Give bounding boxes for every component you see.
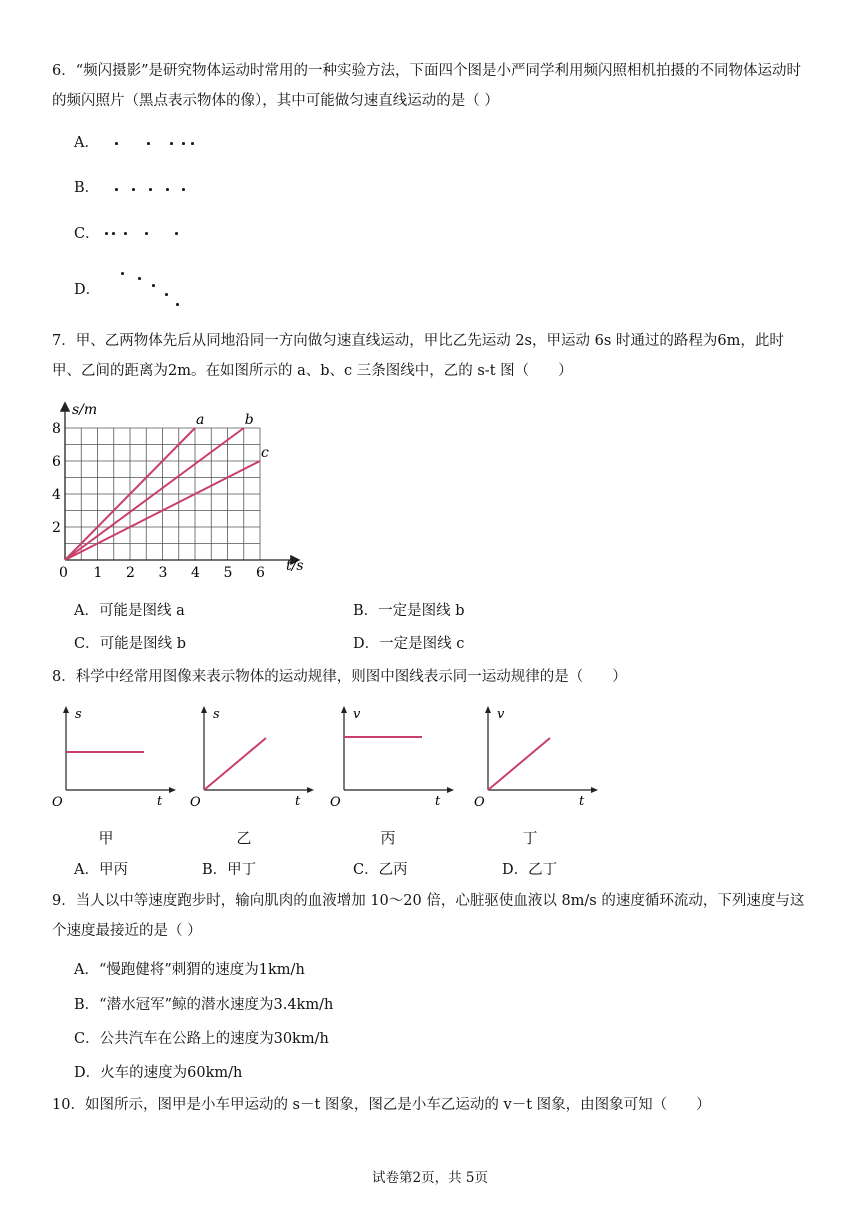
q7-x-tick-label: 1 <box>93 565 103 581</box>
q8-x-label: t <box>295 794 301 809</box>
q8-y-arrow <box>63 706 69 713</box>
question-9-stem: 9．当人以中等速度跑步时，输向肌肉的血液增加 10～20 倍，心脏驱使血液以 8m/s 的速度循环流动，下列速度与这个速度最接近的是（ ） <box>52 893 805 939</box>
q9-option-c: C．公共汽车在公路上的速度为30km/h <box>74 1031 329 1047</box>
q6-option-b-label: B． <box>74 180 100 196</box>
q8-option-b: B．甲丁 <box>202 862 257 878</box>
q6-option-c-label: C． <box>74 226 100 242</box>
q8-graph-2 <box>190 700 320 812</box>
q7-y-tick-label: 6 <box>52 454 61 470</box>
q8-y-label: s <box>213 707 220 722</box>
q7-option-b: B．一定是图线 b <box>353 603 465 619</box>
q7-x-tick-label: 4 <box>191 565 200 581</box>
q7-chart-grid <box>65 428 260 560</box>
q8-option-d: D．乙丁 <box>502 862 558 878</box>
q7-y-tick-label: 4 <box>52 487 61 503</box>
q7-line-label-c: c <box>261 445 269 461</box>
q8-graph-line <box>488 738 550 790</box>
q8-option-c: C．乙丙 <box>353 862 408 878</box>
q8-caption-bing: 丙 <box>380 829 396 847</box>
q7-x-tick-label: 5 <box>223 565 233 581</box>
q8-x-label: t <box>579 794 585 809</box>
q8-x-arrow <box>591 787 598 793</box>
q8-y-label: s <box>75 707 82 722</box>
question-7-stem: 7．甲、乙两物体先后从同地沿同一方向做匀速直线运动，甲比乙先运动 2s，甲运动 6s 时通过的路程为6m，此时甲、乙间的距离为2m。在如图所示的 a、b、c 三条图线中，乙的 s-t 图（ ） <box>52 333 784 379</box>
q8-graph-line <box>204 738 266 790</box>
q7-x-tick-label: 3 <box>158 565 168 581</box>
question-10-stem: 10．如图所示，图甲是小车甲运动的 s－t 图象，图乙是小车乙运动的 v－t 图象，由图象可知（ ） <box>52 1097 711 1113</box>
q8-origin-label: O <box>474 795 485 810</box>
q6-option-d-label: D． <box>74 282 101 298</box>
q8-y-label: v <box>353 707 361 722</box>
q8-x-arrow <box>447 787 454 793</box>
q7-option-c: C．可能是图线 b <box>74 636 186 652</box>
q8-option-a: A．甲丙 <box>74 862 128 878</box>
q8-origin-label: O <box>52 795 63 810</box>
q6-option-a-label: A． <box>74 135 99 151</box>
q8-x-label: t <box>157 794 163 809</box>
q8-graph-1 <box>52 700 182 812</box>
q7-st-chart <box>40 392 320 582</box>
page-footer: 试卷第2页，共 5页 <box>372 1170 488 1186</box>
q8-origin-label: O <box>190 795 201 810</box>
q8-x-label: t <box>435 794 441 809</box>
q7-chart-ticks <box>52 421 265 581</box>
q8-x-arrow <box>307 787 314 793</box>
q8-y-arrow <box>485 706 491 713</box>
q9-option-b: B．“潜水冠军”鲸的潜水速度为3.4km/h <box>74 997 334 1013</box>
q8-caption-ding: 丁 <box>522 829 538 847</box>
question-8-stem: 8．科学中经常用图像来表示物体的运动规律，则图中图线表示同一运动规律的是（ ） <box>52 669 627 685</box>
q8-y-label: v <box>497 707 505 722</box>
q9-option-a: A．“慢跑健将”刺猬的速度为1km/h <box>74 962 305 978</box>
q8-y-arrow <box>201 706 207 713</box>
q7-chart-lines <box>65 412 269 560</box>
q8-graph-3 <box>330 700 460 812</box>
q8-graph-4 <box>474 700 604 812</box>
q8-caption-yi: 乙 <box>236 829 252 847</box>
q9-option-d: D．火车的速度为60km/h <box>74 1065 243 1081</box>
q7-line-label-b: b <box>244 412 254 428</box>
q7-y-tick-label: 8 <box>52 421 61 437</box>
q7-x-tick-label: 0 <box>59 565 68 581</box>
q7-option-a: A．可能是图线 a <box>74 603 185 619</box>
q8-y-arrow <box>341 706 347 713</box>
q8-caption-jia: 甲 <box>98 829 114 847</box>
question-6-stem: 6．“频闪摄影”是研究物体运动时常用的一种实验方法，下面四个图是小严同学利用频闪照相机拍摄的不同物体运动时的频闪照片（黑点表示物体的像），其中可能做匀速直线运动的是（ ） <box>52 63 802 109</box>
q7-x-axis-label: t/s <box>286 558 304 574</box>
q8-x-arrow <box>169 787 176 793</box>
q7-line-label-a: a <box>196 412 205 428</box>
q7-y-axis-label: s/m <box>72 402 98 418</box>
q7-option-d: D．一定是图线 c <box>353 636 465 652</box>
q7-x-tick-label: 6 <box>256 565 265 581</box>
q8-origin-label: O <box>330 795 341 810</box>
q7-y-tick-label: 2 <box>52 520 61 536</box>
q7-x-tick-label: 2 <box>126 565 135 581</box>
